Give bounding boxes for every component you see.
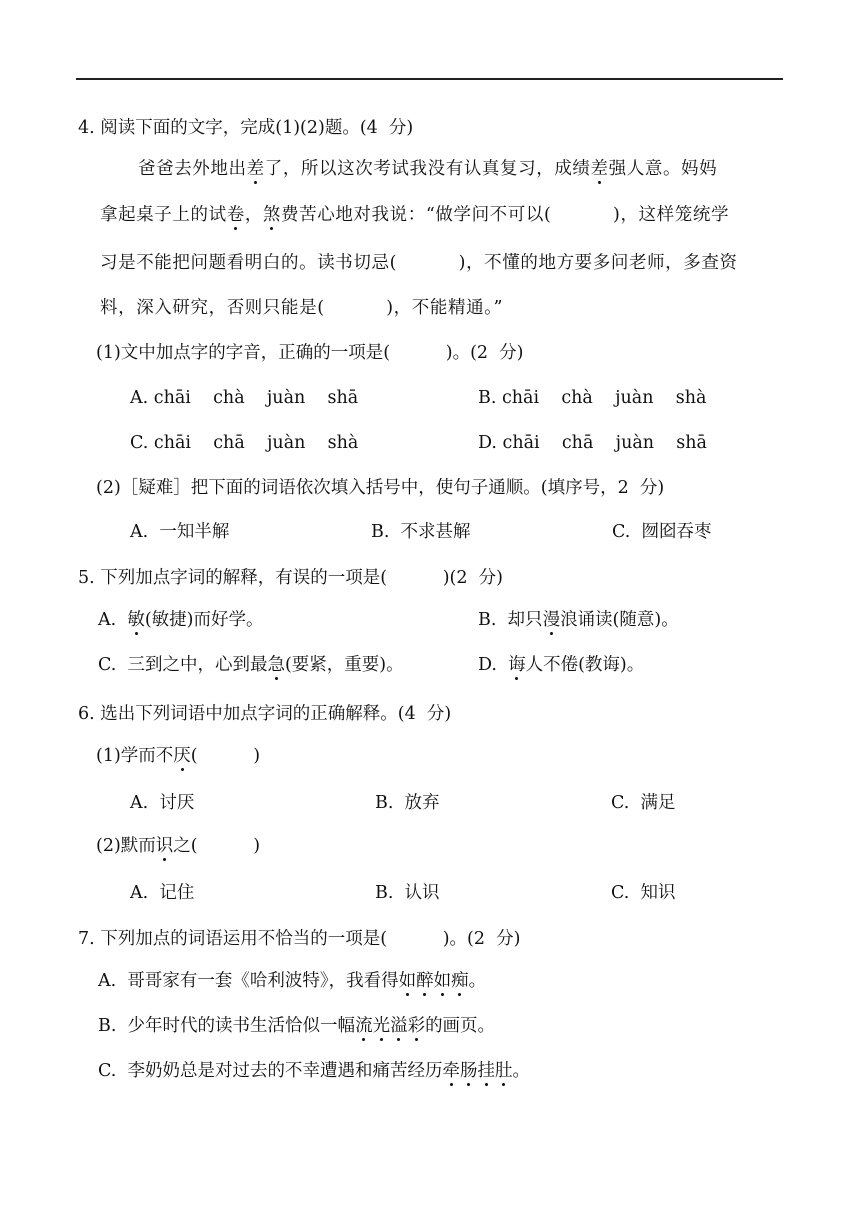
q4-sub2-option-b: B. 不求甚解 xyxy=(371,522,471,542)
dotted-char: 卷 xyxy=(226,205,245,225)
dotted-char: 厌 xyxy=(173,746,191,766)
q4-sub1-question: (1)文中加点字的字音，正确的一项是( )。(2 分) xyxy=(96,343,524,363)
q6-sub2-option-a: A. 记住 xyxy=(130,883,195,903)
q4-passage-line-3: 习是不能把问题看明白的。读书切忌( )，不懂的地方要多问老师，多查资 xyxy=(100,253,738,273)
q6-sub1-option-a: A. 讨厌 xyxy=(130,793,195,813)
dotted-char: 漫 xyxy=(542,610,561,630)
q4-sub2-question: (2)［疑难］把下面的词语依次填入括号中，使句子通顺。(填序号，2 分) xyxy=(96,478,665,498)
q6-title: 6. 选出下列词语中加点字词的正确解释。(4 分) xyxy=(78,704,452,724)
dotted-char: 诲 xyxy=(508,655,526,675)
q5-option-c: C. 三到之中，心到最急(要紧，重要)。 xyxy=(98,655,404,675)
dotted-char: 光 xyxy=(372,1016,391,1036)
q5-title: 5. 下列加点字词的解释，有误的一项是( )(2 分) xyxy=(78,568,503,588)
dotted-char: 醉 xyxy=(416,971,434,991)
q4-sub1-option-a: A. chāi chà juàn shā xyxy=(130,388,359,408)
dotted-char: 牵 xyxy=(442,1061,460,1081)
q5-option-d: D. 诲人不倦(教诲)。 xyxy=(478,655,645,675)
q4-title: 4. 阅读下面的文字，完成(1)(2)题。(4 分) xyxy=(78,118,414,138)
q4-sub1-option-c: C. chāi chā juàn shà xyxy=(130,433,359,453)
dotted-char: 差 xyxy=(590,159,609,179)
dotted-phrase xyxy=(355,1016,425,1036)
dotted-char: 痴 xyxy=(451,971,469,991)
header-rule xyxy=(76,78,783,80)
q4-sub1-option-d: D. chāi chā juàn shā xyxy=(478,433,707,453)
dotted-char: 挂 xyxy=(477,1061,495,1081)
q6-sub1-option-b: B. 放弃 xyxy=(375,793,440,813)
q7-option-c: C. 李奶奶总是对过去的不幸遭遇和痛苦经历牵肠挂肚。 xyxy=(98,1061,530,1081)
q4-passage-line-2: 拿起桌子上的试卷，煞费苦心地对我说：“做学问不可以( )，这样笼统学 xyxy=(100,205,730,225)
dotted-char: 如 xyxy=(433,971,452,991)
q4-sub2-option-c: C. 囫囵吞枣 xyxy=(612,522,712,542)
dotted-char: 急 xyxy=(267,655,285,675)
dotted-char: 肠 xyxy=(459,1061,478,1081)
q6-sub1-question: (1)学而不厌( ) xyxy=(96,746,261,766)
dotted-char: 如 xyxy=(398,971,417,991)
q5-option-a: A. 敏(敏捷)而好学。 xyxy=(98,610,264,630)
dotted-char: 敏 xyxy=(127,610,145,630)
q6-sub1-option-c: C. 满足 xyxy=(611,793,676,813)
q4-passage-line-4: 料，深入研究，否则只能是( )，不能精通。” xyxy=(100,298,504,318)
dotted-phrase xyxy=(399,971,469,991)
q7-option-b: B. 少年时代的读书生活恰似一幅流光溢彩的画页。 xyxy=(98,1016,496,1036)
dotted-char: 溢 xyxy=(390,1016,408,1036)
dotted-phrase xyxy=(442,1061,512,1081)
q7-option-a: A. 哥哥家有一套《哈利波特》，我看得如醉如痴。 xyxy=(98,971,487,991)
q7-title: 7. 下列加点的词语运用不恰当的一项是( )。(2 分) xyxy=(78,929,521,949)
q6-sub2-option-b: B. 认识 xyxy=(375,883,440,903)
dotted-char: 彩 xyxy=(407,1016,426,1036)
q4-passage-line-1: 爸爸去外地出差了，所以这次考试我没有认真复习，成绩差强人意。妈妈 xyxy=(138,159,718,179)
q6-sub2-option-c: C. 知识 xyxy=(611,883,676,903)
dotted-char: 肚 xyxy=(494,1061,513,1081)
dotted-char: 煞 xyxy=(262,205,282,225)
dotted-char: 流 xyxy=(355,1016,373,1036)
q5-option-b: B. 却只漫浪诵读(随意)。 xyxy=(478,610,679,630)
dotted-char: 识 xyxy=(155,836,174,856)
dotted-char: 差 xyxy=(246,159,265,179)
q4-sub2-option-a: A. 一知半解 xyxy=(130,522,230,542)
q4-sub1-option-b: B. chāi chà juàn shà xyxy=(478,388,707,408)
q6-sub2-question: (2)默而识之( ) xyxy=(96,836,261,856)
